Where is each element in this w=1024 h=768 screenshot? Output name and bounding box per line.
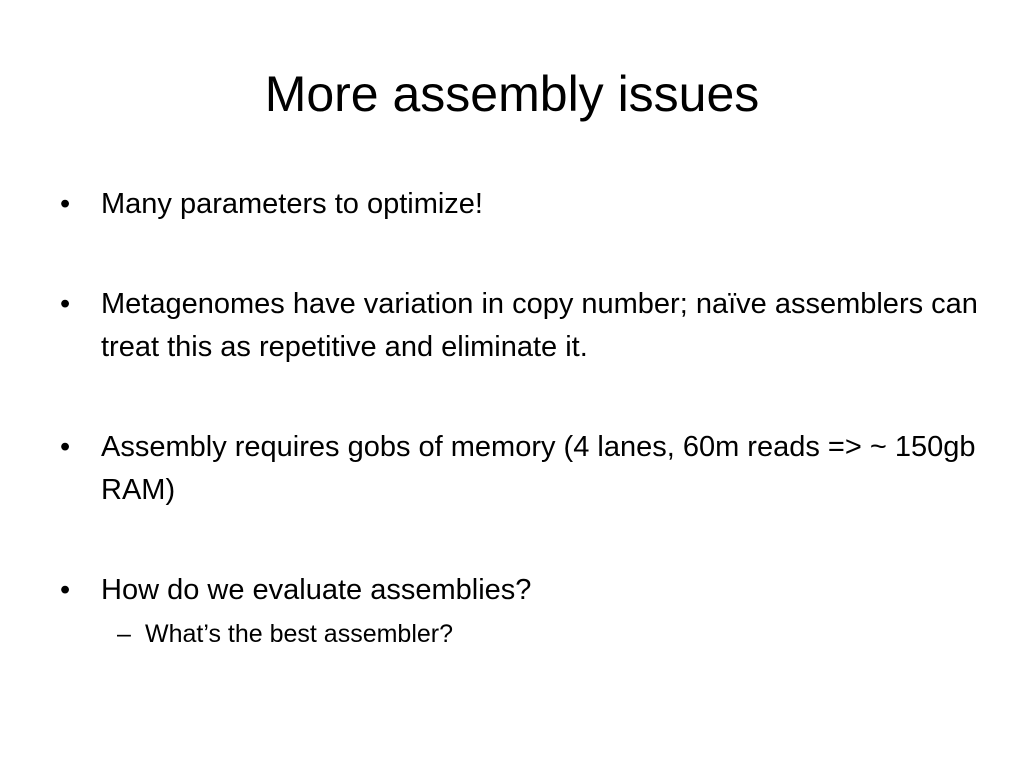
- sub-bullet-list: [101, 615, 990, 653]
- sub-bullet-marker: –: [117, 620, 131, 648]
- bullet-marker: •: [60, 574, 71, 606]
- slide-title: More assembly issues: [264, 66, 760, 122]
- bullet-item: [60, 426, 990, 512]
- bullet-item: [60, 183, 990, 226]
- bullet-list: [60, 183, 990, 653]
- bullet-text: Metagenomes have variation in copy number; naïve assemblers can treat this as repetitive and eliminate it.: [101, 288, 978, 363]
- sub-bullet-item: [101, 615, 990, 653]
- bullet-marker: •: [60, 288, 71, 320]
- bullet-item: [60, 283, 990, 369]
- bullet-marker: •: [60, 431, 71, 463]
- bullet-marker: •: [60, 188, 71, 220]
- sub-bullet-text: What’s the best assembler?: [145, 620, 454, 648]
- bullet-text: Assembly requires gobs of memory (4 lanes, 60m reads => ~ 150gb RAM): [101, 431, 976, 506]
- bullet-item: [60, 569, 990, 653]
- bullet-text: Many parameters to optimize!: [101, 188, 483, 220]
- bullet-text: How do we evaluate assemblies?: [101, 574, 532, 606]
